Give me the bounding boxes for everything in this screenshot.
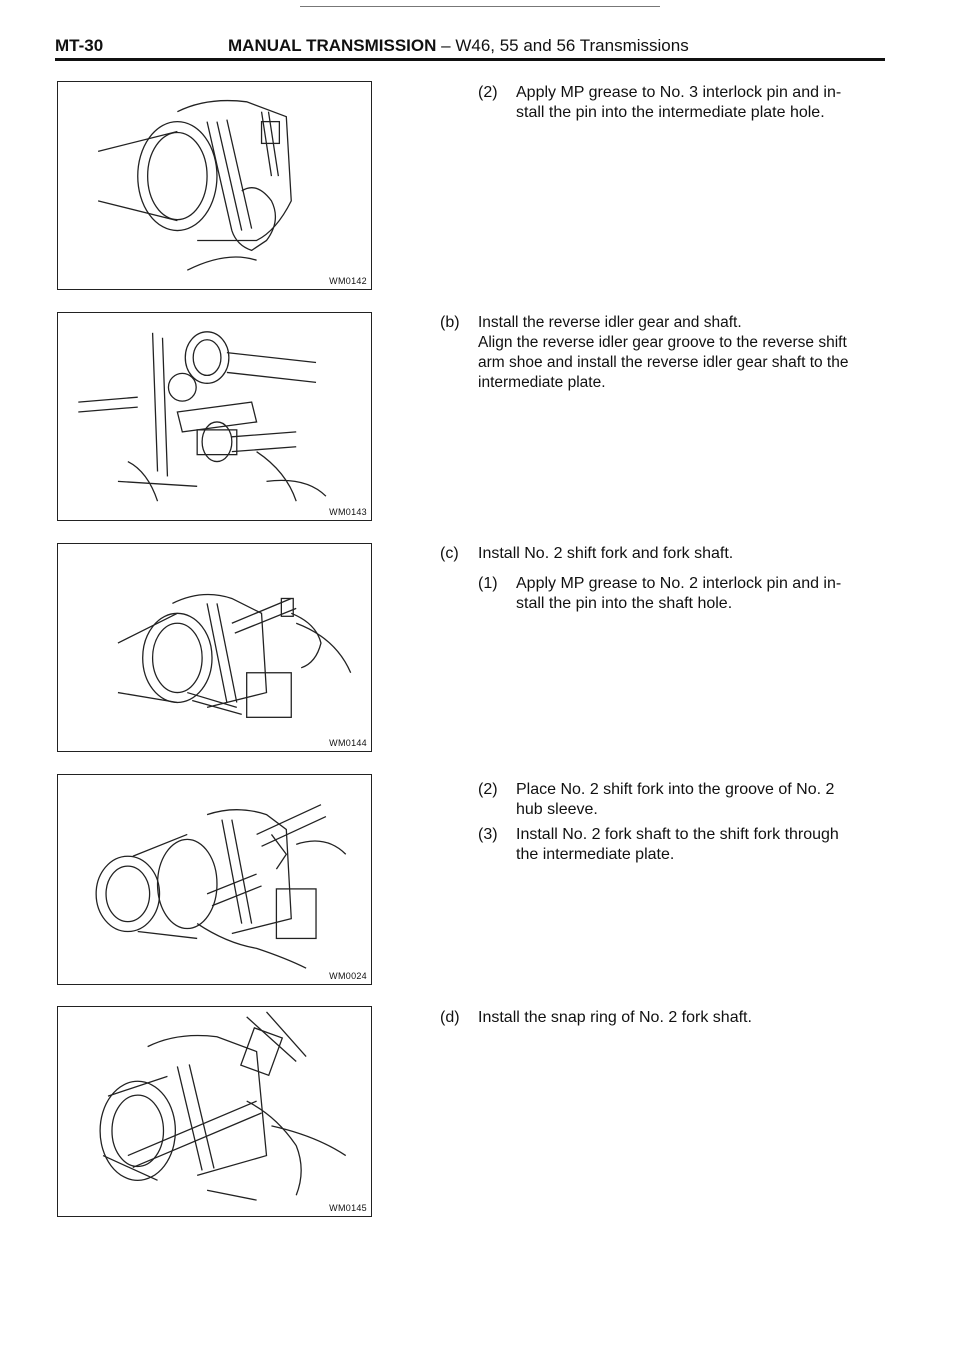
figure-code: WM0144 (329, 738, 367, 748)
step-line: the intermediate plate. (516, 846, 675, 863)
figure-snap-ring (57, 1006, 372, 1217)
step-text (516, 83, 841, 123)
step-label: (c) (440, 545, 459, 562)
step-line: Install the snap ring of No. 2 fork shaft. (478, 1009, 752, 1026)
title-rest: – W46, 55 and 56 Transmissions (436, 36, 689, 55)
figure-code: WM0024 (329, 971, 367, 981)
step-2-place-fork (478, 780, 898, 822)
step-label: (b) (440, 314, 460, 331)
figure-no2-shift-fork (57, 774, 372, 985)
step-c-shift-fork (440, 544, 900, 566)
step-line: Place No. 2 shift fork into the groove of No. 2 (516, 781, 835, 798)
figure-drawing (58, 775, 371, 984)
figure-drawing (58, 544, 371, 751)
figure-interlock-pin (57, 81, 372, 290)
step-line: arm shoe and install the reverse idler gear shaft to the (478, 354, 849, 371)
header-rule (55, 58, 885, 61)
step-line: hub sleeve. (516, 801, 598, 818)
step-line: intermediate plate. (478, 374, 606, 391)
step-text (516, 574, 841, 614)
figure-code: WM0143 (329, 507, 367, 517)
step-label: (3) (478, 826, 498, 843)
step-label: (1) (478, 575, 498, 592)
step-label: (2) (478, 84, 498, 101)
figure-drawing (58, 82, 371, 289)
figure-reverse-idler-gear (57, 312, 372, 521)
step-line: Align the reverse idler gear groove to the reverse shift (478, 334, 847, 351)
step-line: Install No. 2 shift fork and fork shaft. (478, 545, 734, 562)
step-3-fork-shaft (478, 825, 898, 867)
step-text (478, 313, 848, 393)
step-text (478, 1008, 752, 1028)
step-label: (d) (440, 1009, 460, 1026)
figure-drawing (58, 1007, 371, 1216)
step-line: Apply MP grease to No. 3 interlock pin and in- (516, 84, 842, 101)
scan-top-line (300, 6, 660, 7)
figure-no2-interlock-pin (57, 543, 372, 752)
step-text (516, 825, 839, 865)
figure-code: WM0142 (329, 276, 367, 286)
step-line: Install No. 2 fork shaft to the shift fork through (516, 826, 839, 843)
step-2-interlock-pin (478, 83, 898, 125)
title-bold: MANUAL TRANSMISSION (228, 36, 437, 55)
page-header (55, 36, 885, 60)
step-1-no2-interlock (478, 574, 898, 616)
step-line: stall the pin into the shaft hole. (516, 595, 733, 612)
step-line: Install the reverse idler gear and shaft. (478, 314, 742, 331)
page-title (228, 36, 689, 56)
step-line: Apply MP grease to No. 2 interlock pin and in- (516, 575, 842, 592)
section-code: MT-30 (55, 36, 104, 55)
step-text (516, 780, 834, 820)
step-text (478, 544, 733, 564)
step-d-snap-ring (440, 1008, 900, 1030)
figure-drawing (58, 313, 371, 520)
figure-code: WM0145 (329, 1203, 367, 1213)
step-b-reverse-idler (440, 313, 900, 397)
step-line: stall the pin into the intermediate plate hole. (516, 104, 825, 121)
step-label: (2) (478, 781, 498, 798)
